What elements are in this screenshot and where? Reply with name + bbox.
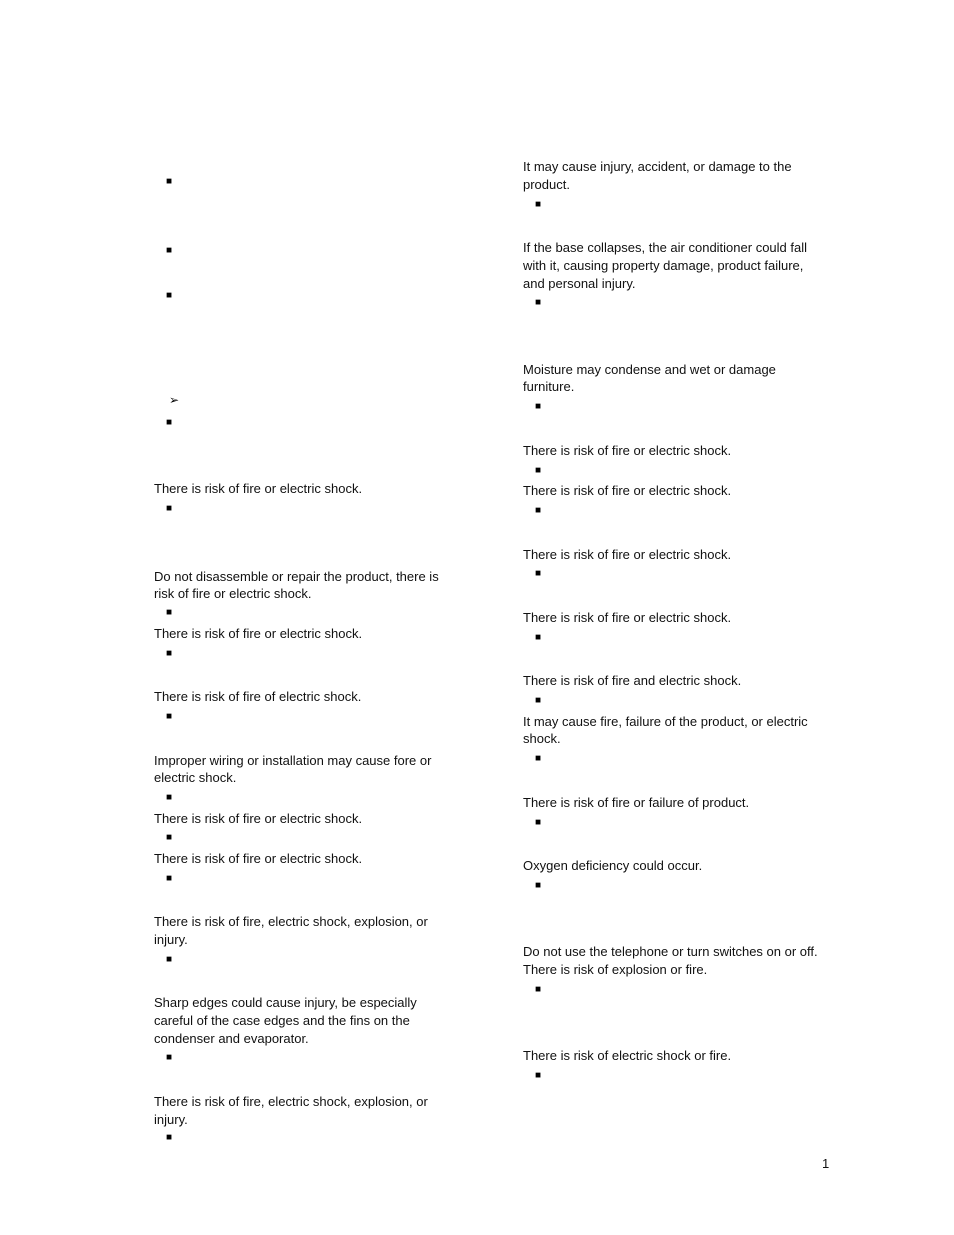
warning-text: There is risk of fire or electric shock. bbox=[523, 483, 732, 498]
bullet-marker: ■ bbox=[166, 1132, 173, 1143]
warning-text: Improper wiring or installation may cause fore or bbox=[154, 753, 432, 768]
warning-text: careful of the case edges and the fins on the bbox=[154, 1013, 410, 1028]
bullet-marker: ■ bbox=[535, 984, 542, 995]
bullet-marker: ■ bbox=[535, 817, 542, 828]
bullet-marker: ■ bbox=[535, 465, 542, 476]
bullet-marker: ■ bbox=[166, 832, 173, 843]
warning-text: There is risk of fire and electric shock. bbox=[523, 673, 742, 688]
warning-text: Sharp edges could cause injury, be especially bbox=[154, 995, 417, 1010]
warning-text: If the base collapses, the air conditioner could fall bbox=[523, 240, 808, 255]
warning-text: product. bbox=[523, 177, 570, 192]
bullet-marker: ■ bbox=[166, 245, 173, 256]
bullet-marker: ■ bbox=[166, 954, 173, 965]
warning-text: There is risk of fire or electric shock. bbox=[523, 547, 732, 562]
bullet-marker: ■ bbox=[166, 711, 173, 722]
warning-text: There is risk of fire or electric shock. bbox=[154, 626, 363, 641]
warning-text: injury. bbox=[154, 932, 188, 947]
bullet-marker: ■ bbox=[166, 648, 173, 659]
warning-text: Do not disassemble or repair the product, there is bbox=[154, 569, 439, 584]
warning-text: Oxygen deficiency could occur. bbox=[523, 858, 703, 873]
warning-text: There is risk of fire or electric shock. bbox=[154, 481, 363, 496]
warning-text: condenser and evaporator. bbox=[154, 1031, 309, 1046]
bullet-marker: ■ bbox=[166, 873, 173, 884]
warning-text: There is risk of fire or electric shock. bbox=[154, 811, 363, 826]
bullet-marker: ■ bbox=[166, 290, 173, 301]
bullet-marker: ■ bbox=[535, 297, 542, 308]
bullet-marker: ■ bbox=[535, 401, 542, 412]
warning-text: Do not use the telephone or turn switches on or off. bbox=[523, 944, 818, 959]
warning-text: There is risk of fire, electric shock, explosion, or bbox=[154, 1094, 428, 1109]
warning-text: There is risk of fire or electric shock. bbox=[154, 851, 363, 866]
warning-text: injury. bbox=[154, 1112, 188, 1127]
warning-text: furniture. bbox=[523, 379, 575, 394]
bullet-marker: ■ bbox=[166, 1052, 173, 1063]
arrow-bullet-icon: ➢ bbox=[169, 393, 180, 407]
page-number: 1 bbox=[822, 1156, 830, 1171]
bullet-marker: ■ bbox=[535, 632, 542, 643]
warning-text: risk of fire or electric shock. bbox=[154, 586, 312, 601]
warning-text: with it, causing property damage, product failure, bbox=[523, 258, 804, 273]
warning-text: Moisture may condense and wet or damage bbox=[523, 362, 776, 377]
bullet-marker: ■ bbox=[535, 880, 542, 891]
bullet-marker: ■ bbox=[535, 568, 542, 579]
bullet-marker: ■ bbox=[166, 503, 173, 514]
bullet-marker: ■ bbox=[535, 1070, 542, 1081]
warning-text: shock. bbox=[523, 731, 561, 746]
bullet-marker: ■ bbox=[166, 176, 173, 187]
bullet-marker: ■ bbox=[535, 695, 542, 706]
warning-text: There is risk of electric shock or fire. bbox=[523, 1048, 732, 1063]
warning-text: There is risk of fire of electric shock. bbox=[154, 689, 362, 704]
warning-text: There is risk of explosion or fire. bbox=[523, 962, 708, 977]
bullet-marker: ■ bbox=[535, 505, 542, 516]
bullet-marker: ■ bbox=[535, 753, 542, 764]
bullet-marker: ■ bbox=[535, 199, 542, 210]
warning-text: There is risk of fire, electric shock, explosion, or bbox=[154, 914, 428, 929]
warning-text: electric shock. bbox=[154, 770, 237, 785]
warning-text: There is risk of fire or electric shock. bbox=[523, 443, 732, 458]
warning-text: and personal injury. bbox=[523, 276, 636, 291]
bullet-marker: ■ bbox=[166, 417, 173, 428]
warning-text: There is risk of fire or failure of product. bbox=[523, 795, 750, 810]
warning-text: It may cause injury, accident, or damage to the bbox=[523, 159, 792, 174]
warning-text: There is risk of fire or electric shock. bbox=[523, 610, 732, 625]
bullet-marker: ■ bbox=[166, 607, 173, 618]
bullet-marker: ■ bbox=[166, 792, 173, 803]
warning-text: It may cause fire, failure of the product, or electric bbox=[523, 714, 808, 729]
